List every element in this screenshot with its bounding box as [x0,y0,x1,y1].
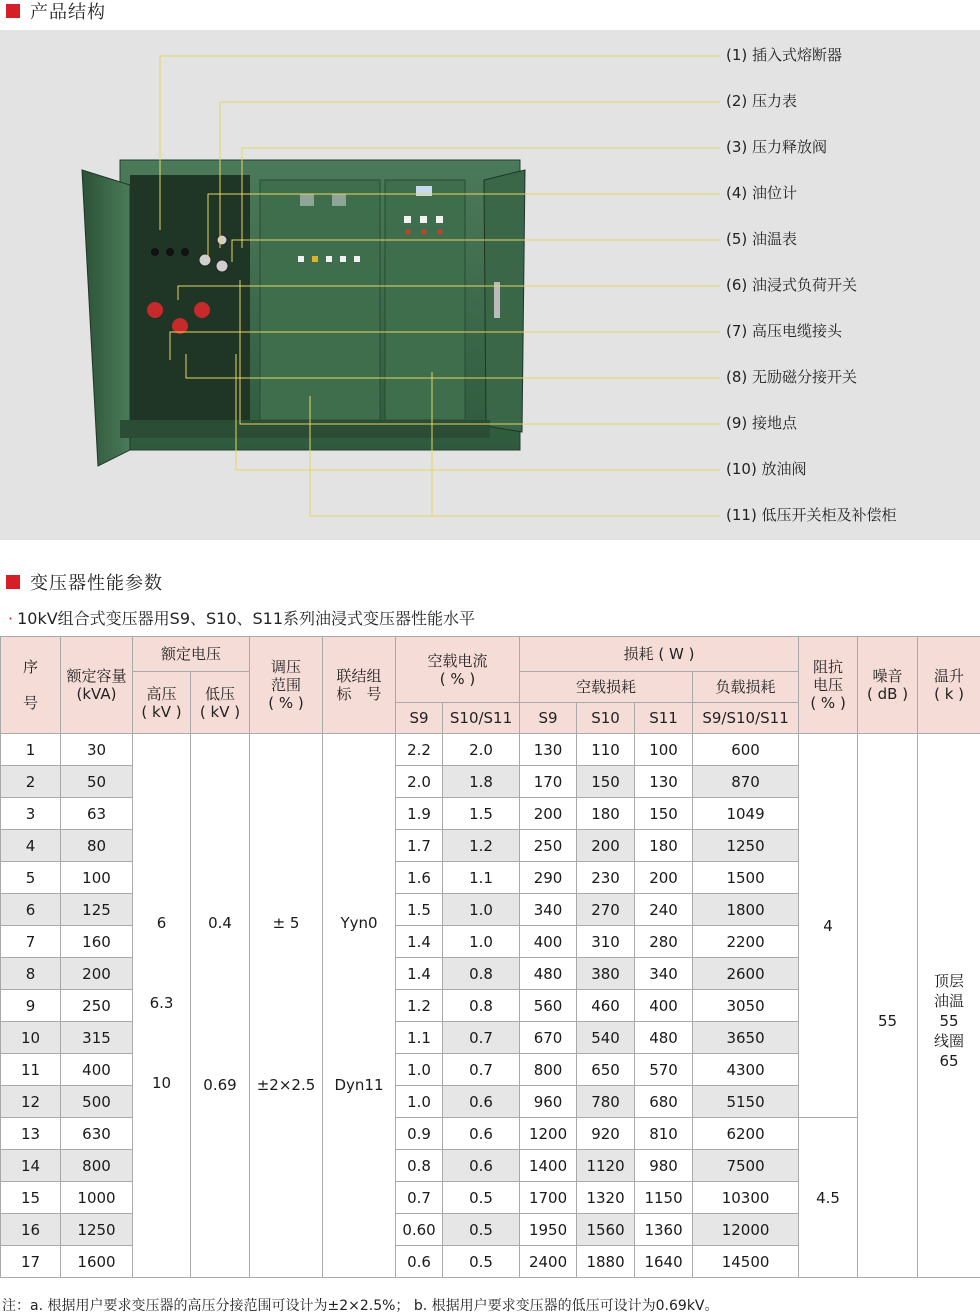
callout-label-3: (3) 压力释放阀 [726,138,828,156]
cell-i10: 0.7 [443,1054,520,1086]
cell-p11: 100 [635,734,693,766]
performance-table [0,636,980,1278]
cell-hv-merged [133,734,191,1278]
cell-p10: 780 [577,1086,635,1118]
cell-p10: 1880 [577,1246,635,1278]
cell-pk: 1500 [693,862,799,894]
hv-value: 10 [151,1074,172,1092]
cell-seq: 13 [1,1118,61,1150]
cell-i9: 0.6 [396,1246,443,1278]
callout-label-1: (1) 插入式熔断器 [726,46,843,64]
cell-p9: 800 [520,1054,577,1086]
callout-label-11: (11) 低压开关柜及补偿柜 [726,506,897,524]
cell-i10: 0.5 [443,1214,520,1246]
cell-seq: 17 [1,1246,61,1278]
leader-line-8 [186,354,720,378]
cell-capacity: 1250 [61,1214,133,1246]
cell-p11: 150 [635,798,693,830]
cell-capacity: 200 [61,958,133,990]
cell-i10: 1.1 [443,862,520,894]
section-header-performance [6,571,163,593]
section-title: 产品结构 [30,2,106,23]
cell-pk: 6200 [693,1118,799,1150]
cell-i10: 1.0 [443,894,520,926]
cell-lv-merged [191,734,250,1278]
cell-p9: 130 [520,734,577,766]
lv-value: 0.69 [203,1076,237,1094]
cell-p9: 960 [520,1086,577,1118]
cell-seq: 5 [1,862,61,894]
cell-p11: 180 [635,830,693,862]
callout-label-6: (6) 油浸式负荷开关 [726,276,858,294]
cell-i9: 0.60 [396,1214,443,1246]
cell-p9: 400 [520,926,577,958]
cell-capacity: 80 [61,830,133,862]
cell-p9: 2400 [520,1246,577,1278]
cell-p11: 400 [635,990,693,1022]
cell-p10: 230 [577,862,635,894]
header-connection-group: 联结组 标 号 [323,637,396,734]
cell-p11: 340 [635,958,693,990]
cell-capacity: 400 [61,1054,133,1086]
group-value: Yyn0 [340,914,378,932]
header-impedance: 阻抗 电压 ( % ) [799,637,858,734]
cell-p11: 200 [635,862,693,894]
cell-p9: 670 [520,1022,577,1054]
cell-i10: 0.5 [443,1246,520,1278]
cell-p10: 920 [577,1118,635,1150]
cell-seq: 11 [1,1054,61,1086]
cell-pk: 1049 [693,798,799,830]
header-noload-loss: 空载损耗 [520,672,693,703]
callout-label-7: (7) 高压电缆接头 [726,322,843,340]
cell-pk: 870 [693,766,799,798]
lv-value: 0.4 [208,914,232,932]
cell-capacity: 315 [61,1022,133,1054]
red-square-icon [6,575,20,589]
header-temp-rise: 温升 ( k ) [918,637,980,734]
cell-seq: 7 [1,926,61,958]
callout-label-10: (10) 放油阀 [726,460,807,478]
cell-seq: 1 [1,734,61,766]
cell-p11: 810 [635,1118,693,1150]
leader-line-11 [310,396,720,516]
cell-capacity: 250 [61,990,133,1022]
cell-capacity: 30 [61,734,133,766]
cell-p11: 680 [635,1086,693,1118]
group-value: Dyn11 [334,1076,384,1094]
cell-p9: 1200 [520,1118,577,1150]
cell-i10: 0.7 [443,1022,520,1054]
header-rated-voltage: 额定电压 [133,637,250,672]
cell-p9: 340 [520,894,577,926]
cell-p11: 1640 [635,1246,693,1278]
cell-p10: 1120 [577,1150,635,1182]
header-tap-range: 调压 范围 ( % ) [250,637,323,734]
cell-i10: 1.0 [443,926,520,958]
cell-p10: 200 [577,830,635,862]
tap-value: ±2×2.5 [256,1076,316,1094]
cell-pk: 4300 [693,1054,799,1086]
leader-line-4 [208,194,720,258]
cell-p10: 310 [577,926,635,958]
callout-label-9: (9) 接地点 [726,414,798,432]
cell-i9: 1.5 [396,894,443,926]
cell-pk: 1250 [693,830,799,862]
cell-p10: 180 [577,798,635,830]
cell-i9: 1.9 [396,798,443,830]
cell-i9: 2.2 [396,734,443,766]
header-hv: 高压 ( kV ) [133,672,191,734]
callout-label-2: (2) 压力表 [726,92,798,110]
cell-seq: 4 [1,830,61,862]
cell-i9: 1.7 [396,830,443,862]
cell-i10: 0.6 [443,1118,520,1150]
footnote: 注：a. 根据用户要求变压器的高压分接范围可设计为±2×2.5%； b. 根据用户要求变压器的低压可设计为0.69kV。 [2,1298,719,1314]
header-s9-loss: S9 [520,703,577,734]
cell-p10: 1320 [577,1182,635,1214]
cell-pk: 3650 [693,1022,799,1054]
callout-label-5: (5) 油温表 [726,230,798,248]
cell-pk: 5150 [693,1086,799,1118]
cell-p11: 1150 [635,1182,693,1214]
subtitle-text: 10kV组合式变压器用S9、S10、S11系列油浸式变压器性能水平 [17,609,476,628]
cell-i10: 0.5 [443,1182,520,1214]
hv-value: 6 [156,914,167,932]
cell-capacity: 500 [61,1086,133,1118]
cell-pk: 1800 [693,894,799,926]
hv-value: 6.3 [149,994,174,1012]
cell-p11: 130 [635,766,693,798]
cell-i10: 0.8 [443,990,520,1022]
cell-seq: 10 [1,1022,61,1054]
cell-i10: 0.6 [443,1150,520,1182]
cell-seq: 3 [1,798,61,830]
cell-i9: 0.9 [396,1118,443,1150]
cell-p9: 200 [520,798,577,830]
cell-capacity: 100 [61,862,133,894]
cell-impedance-b: 4.5 [799,1118,858,1278]
header-s11-loss: S11 [635,703,693,734]
tap-value: ± 5 [272,914,300,932]
cell-p9: 1950 [520,1214,577,1246]
cell-p9: 560 [520,990,577,1022]
cell-temp-merged: 顶层 油温 55 线圈 65 [918,734,980,1278]
cell-p10: 380 [577,958,635,990]
cell-pk: 7500 [693,1150,799,1182]
cell-i10: 1.2 [443,830,520,862]
cell-p9: 1400 [520,1150,577,1182]
header-s10s11-current: S10/S11 [443,703,520,734]
cell-capacity: 1000 [61,1182,133,1214]
cell-seq: 6 [1,894,61,926]
header-loss: 损耗 ( W ) [520,637,799,672]
cell-p10: 270 [577,894,635,926]
cell-i10: 0.6 [443,1086,520,1118]
cell-p11: 570 [635,1054,693,1086]
cell-i9: 2.0 [396,766,443,798]
header-noload-current: 空载电流 ( % ) [396,637,520,703]
cell-i9: 1.2 [396,990,443,1022]
header-load-all: S9/S10/S11 [693,703,799,734]
leader-line-7 [170,332,720,360]
cell-p11: 1360 [635,1214,693,1246]
cell-capacity: 50 [61,766,133,798]
cell-seq: 9 [1,990,61,1022]
leader-line-1 [160,56,720,230]
leader-line-3 [242,148,720,248]
cell-capacity: 1600 [61,1246,133,1278]
cell-p11: 980 [635,1150,693,1182]
cell-capacity: 63 [61,798,133,830]
cell-capacity: 630 [61,1118,133,1150]
cell-pk: 12000 [693,1214,799,1246]
header-s9-current: S9 [396,703,443,734]
cell-i10: 1.8 [443,766,520,798]
header-capacity: 额定容量 (kVA) [61,637,133,734]
callout-label-4: (4) 油位计 [726,184,798,202]
cell-seq: 2 [1,766,61,798]
cell-i10: 2.0 [443,734,520,766]
cell-pk: 10300 [693,1182,799,1214]
cell-p9: 1700 [520,1182,577,1214]
cell-seq: 16 [1,1214,61,1246]
cell-pk: 3050 [693,990,799,1022]
cell-i10: 1.5 [443,798,520,830]
cell-p9: 290 [520,862,577,894]
cell-i9: 1.0 [396,1054,443,1086]
cell-p11: 240 [635,894,693,926]
cell-p10: 110 [577,734,635,766]
cell-p9: 250 [520,830,577,862]
cell-impedance-a: 4 [799,734,858,1118]
header-load-loss: 负载损耗 [693,672,799,703]
cell-i9: 1.0 [396,1086,443,1118]
cell-p9: 480 [520,958,577,990]
cell-i9: 0.8 [396,1150,443,1182]
leader-line-9 [240,280,720,424]
cell-p11: 480 [635,1022,693,1054]
cell-seq: 14 [1,1150,61,1182]
cell-capacity: 160 [61,926,133,958]
leader-line-2 [220,102,720,248]
cell-i9: 1.1 [396,1022,443,1054]
cell-pk: 600 [693,734,799,766]
header-s10-loss: S10 [577,703,635,734]
header-lv: 低压 ( kV ) [191,672,250,734]
cell-p10: 150 [577,766,635,798]
leader-line-6 [178,286,720,300]
cell-i9: 1.6 [396,862,443,894]
cell-group-merged [323,734,396,1278]
cell-capacity: 125 [61,894,133,926]
cell-capacity: 800 [61,1150,133,1182]
cell-p10: 460 [577,990,635,1022]
bullet-dot-icon: · [8,609,14,628]
cell-p9: 170 [520,766,577,798]
cell-i9: 0.7 [396,1182,443,1214]
leader-line-10 [236,354,720,470]
header-seq: 序 号 [1,637,61,734]
header-noise: 噪音 ( dB ) [858,637,918,734]
cell-pk: 2200 [693,926,799,958]
cell-tap-merged [250,734,323,1278]
cell-noise-merged: 55 [858,734,918,1278]
cell-seq: 15 [1,1182,61,1214]
cell-pk: 2600 [693,958,799,990]
cell-p10: 540 [577,1022,635,1054]
callout-label-8: (8) 无励磁分接开关 [726,368,858,386]
cell-p11: 280 [635,926,693,958]
cell-i9: 1.4 [396,958,443,990]
cell-pk: 14500 [693,1246,799,1278]
section-title: 变压器性能参数 [30,573,163,594]
cell-seq: 12 [1,1086,61,1118]
cell-p10: 1560 [577,1214,635,1246]
cell-seq: 8 [1,958,61,990]
leader-line-5 [232,240,720,262]
cell-p10: 650 [577,1054,635,1086]
cell-i9: 1.4 [396,926,443,958]
table-subtitle [8,606,475,629]
cell-i10: 0.8 [443,958,520,990]
callout-leader-lines [0,0,980,540]
